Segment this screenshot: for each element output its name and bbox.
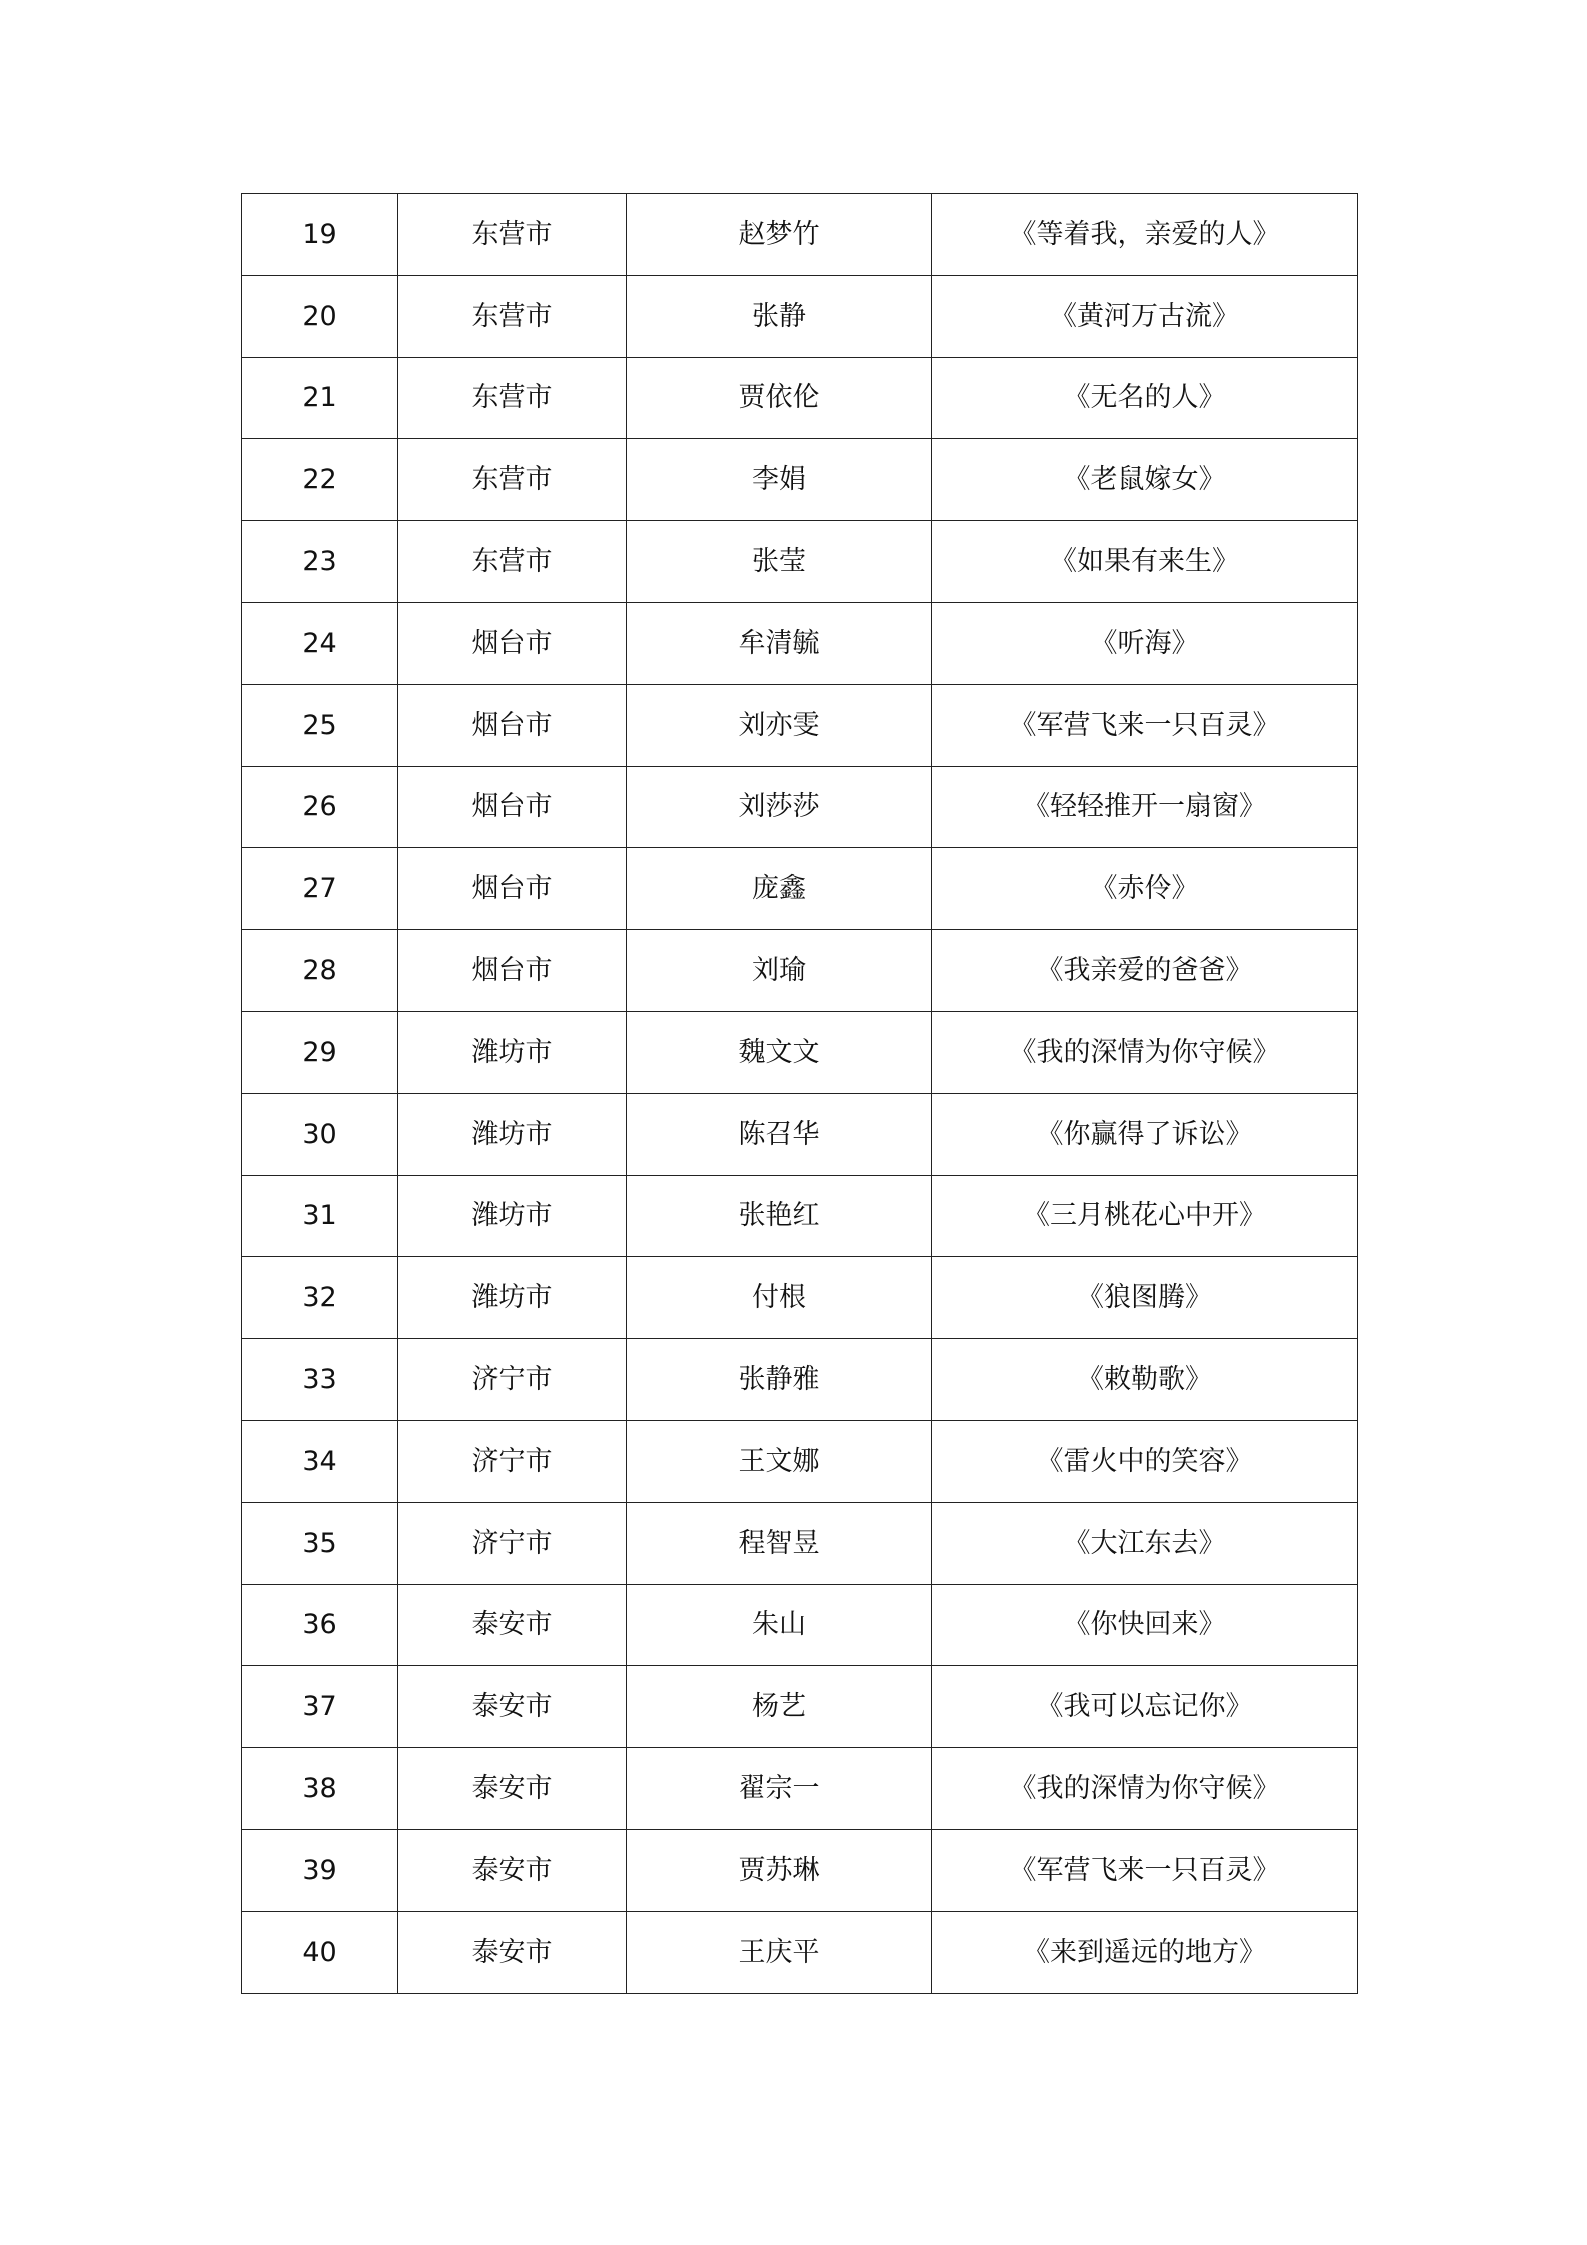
performer-name-cell: 牟清毓 xyxy=(627,602,932,684)
performer-name-cell: 付根 xyxy=(627,1257,932,1339)
city-cell: 泰安市 xyxy=(398,1748,627,1830)
row-number-cell: 20 xyxy=(242,275,398,357)
table-row xyxy=(242,275,1358,357)
row-number-cell: 40 xyxy=(242,1911,398,1993)
row-number-cell: 37 xyxy=(242,1666,398,1748)
performer-name-cell: 杨艺 xyxy=(627,1666,932,1748)
row-number-cell: 24 xyxy=(242,602,398,684)
city-cell: 泰安市 xyxy=(398,1829,627,1911)
song-title-cell: 《我的深情为你守候》 xyxy=(932,1748,1358,1830)
table-row xyxy=(242,684,1358,766)
table-row xyxy=(242,1502,1358,1584)
performer-name-cell: 张静雅 xyxy=(627,1339,932,1421)
city-cell: 烟台市 xyxy=(398,930,627,1012)
song-title-cell: 《三月桃花心中开》 xyxy=(932,1175,1358,1257)
row-number-cell: 30 xyxy=(242,1093,398,1175)
song-title-cell: 《赤伶》 xyxy=(932,848,1358,930)
city-cell: 潍坊市 xyxy=(398,1257,627,1339)
song-title-cell: 《轻轻推开一扇窗》 xyxy=(932,766,1358,848)
row-number-cell: 27 xyxy=(242,848,398,930)
city-cell: 济宁市 xyxy=(398,1502,627,1584)
performer-name-cell: 翟宗一 xyxy=(627,1748,932,1830)
city-cell: 泰安市 xyxy=(398,1666,627,1748)
table-row xyxy=(242,930,1358,1012)
song-title-cell: 《等着我，亲爱的人》 xyxy=(932,194,1358,276)
row-number-cell: 39 xyxy=(242,1829,398,1911)
row-number-cell: 26 xyxy=(242,766,398,848)
table-row xyxy=(242,1011,1358,1093)
table-row xyxy=(242,194,1358,276)
table-row xyxy=(242,357,1358,439)
table-row xyxy=(242,1911,1358,1993)
city-cell: 东营市 xyxy=(398,275,627,357)
row-number-cell: 22 xyxy=(242,439,398,521)
song-title-cell: 《军营飞来一只百灵》 xyxy=(932,684,1358,766)
performer-name-cell: 魏文文 xyxy=(627,1011,932,1093)
city-cell: 烟台市 xyxy=(398,602,627,684)
city-cell: 泰安市 xyxy=(398,1584,627,1666)
table-row xyxy=(242,848,1358,930)
table-row xyxy=(242,439,1358,521)
song-title-cell: 《来到遥远的地方》 xyxy=(932,1911,1358,1993)
table-row xyxy=(242,521,1358,603)
row-number-cell: 29 xyxy=(242,1011,398,1093)
city-cell: 潍坊市 xyxy=(398,1011,627,1093)
song-title-cell: 《军营飞来一只百灵》 xyxy=(932,1829,1358,1911)
performer-name-cell: 刘瑜 xyxy=(627,930,932,1012)
city-cell: 烟台市 xyxy=(398,684,627,766)
city-cell: 烟台市 xyxy=(398,848,627,930)
results-table xyxy=(241,193,1358,1994)
city-cell: 烟台市 xyxy=(398,766,627,848)
table-row xyxy=(242,602,1358,684)
song-title-cell: 《老鼠嫁女》 xyxy=(932,439,1358,521)
city-cell: 潍坊市 xyxy=(398,1175,627,1257)
row-number-cell: 34 xyxy=(242,1420,398,1502)
row-number-cell: 32 xyxy=(242,1257,398,1339)
city-cell: 济宁市 xyxy=(398,1339,627,1421)
song-title-cell: 《大江东去》 xyxy=(932,1502,1358,1584)
table-row xyxy=(242,1339,1358,1421)
performer-name-cell: 朱山 xyxy=(627,1584,932,1666)
song-title-cell: 《狼图腾》 xyxy=(932,1257,1358,1339)
city-cell: 东营市 xyxy=(398,194,627,276)
song-title-cell: 《我亲爱的爸爸》 xyxy=(932,930,1358,1012)
song-title-cell: 《听海》 xyxy=(932,602,1358,684)
table-row xyxy=(242,1829,1358,1911)
performer-name-cell: 张莹 xyxy=(627,521,932,603)
table-row xyxy=(242,1093,1358,1175)
performer-name-cell: 刘亦雯 xyxy=(627,684,932,766)
table-row xyxy=(242,1257,1358,1339)
row-number-cell: 28 xyxy=(242,930,398,1012)
song-title-cell: 《敕勒歌》 xyxy=(932,1339,1358,1421)
city-cell: 东营市 xyxy=(398,357,627,439)
table-body xyxy=(242,194,1358,1994)
row-number-cell: 21 xyxy=(242,357,398,439)
table-row xyxy=(242,1584,1358,1666)
table-row xyxy=(242,766,1358,848)
performer-name-cell: 程智昱 xyxy=(627,1502,932,1584)
row-number-cell: 31 xyxy=(242,1175,398,1257)
performer-name-cell: 赵梦竹 xyxy=(627,194,932,276)
row-number-cell: 19 xyxy=(242,194,398,276)
city-cell: 泰安市 xyxy=(398,1911,627,1993)
city-cell: 潍坊市 xyxy=(398,1093,627,1175)
performer-name-cell: 王文娜 xyxy=(627,1420,932,1502)
row-number-cell: 36 xyxy=(242,1584,398,1666)
table-row xyxy=(242,1175,1358,1257)
performer-name-cell: 张艳红 xyxy=(627,1175,932,1257)
song-title-cell: 《雷火中的笑容》 xyxy=(932,1420,1358,1502)
row-number-cell: 38 xyxy=(242,1748,398,1830)
song-title-cell: 《无名的人》 xyxy=(932,357,1358,439)
results-table-container xyxy=(241,193,1357,1994)
city-cell: 东营市 xyxy=(398,439,627,521)
performer-name-cell: 贾依伦 xyxy=(627,357,932,439)
song-title-cell: 《黄河万古流》 xyxy=(932,275,1358,357)
city-cell: 济宁市 xyxy=(398,1420,627,1502)
performer-name-cell: 李娟 xyxy=(627,439,932,521)
row-number-cell: 25 xyxy=(242,684,398,766)
performer-name-cell: 陈召华 xyxy=(627,1093,932,1175)
song-title-cell: 《我可以忘记你》 xyxy=(932,1666,1358,1748)
row-number-cell: 35 xyxy=(242,1502,398,1584)
table-row xyxy=(242,1748,1358,1830)
song-title-cell: 《我的深情为你守候》 xyxy=(932,1011,1358,1093)
performer-name-cell: 刘莎莎 xyxy=(627,766,932,848)
performer-name-cell: 张静 xyxy=(627,275,932,357)
performer-name-cell: 庞鑫 xyxy=(627,848,932,930)
row-number-cell: 33 xyxy=(242,1339,398,1421)
performer-name-cell: 贾苏琳 xyxy=(627,1829,932,1911)
song-title-cell: 《如果有来生》 xyxy=(932,521,1358,603)
song-title-cell: 《你快回来》 xyxy=(932,1584,1358,1666)
performer-name-cell: 王庆平 xyxy=(627,1911,932,1993)
row-number-cell: 23 xyxy=(242,521,398,603)
table-row xyxy=(242,1420,1358,1502)
song-title-cell: 《你赢得了诉讼》 xyxy=(932,1093,1358,1175)
city-cell: 东营市 xyxy=(398,521,627,603)
table-row xyxy=(242,1666,1358,1748)
